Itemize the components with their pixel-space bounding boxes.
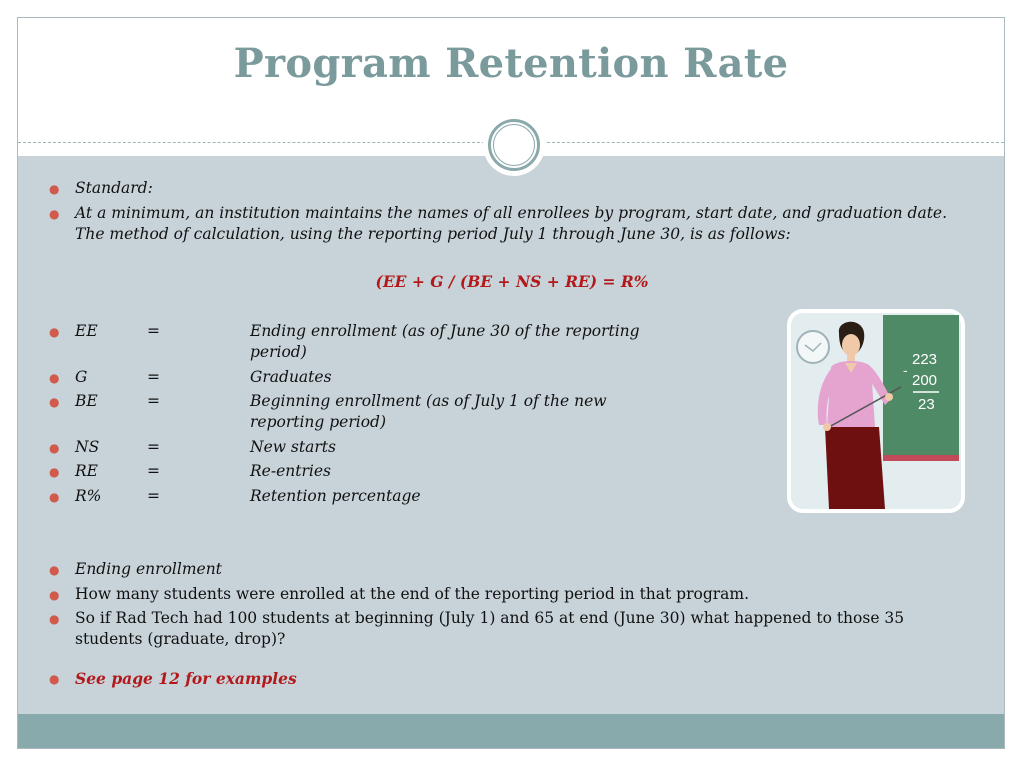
definition-item (49, 321, 675, 363)
definition-abbr: R% (75, 486, 102, 505)
svg-text:200: 200 (912, 372, 938, 389)
definition-equals: = (147, 367, 160, 386)
bullet-icon: ● (49, 325, 60, 339)
definition-meaning: New starts (250, 437, 336, 456)
definition-meaning: Retention percentage (250, 486, 421, 505)
definition-equals: = (147, 322, 160, 340)
definition-item (49, 486, 675, 507)
intro-item: ● Standard: (75, 178, 975, 199)
definitions-list (49, 321, 675, 510)
see-page-note: See page 12 for examples (75, 669, 297, 688)
svg-text:23: 23 (918, 396, 935, 413)
definition-item (49, 461, 675, 482)
bullet-icon: ● (49, 207, 60, 221)
definition-item (49, 437, 675, 458)
definition-abbr: BE (75, 392, 98, 410)
intro-item: ● At a minimum, an institution maintains the names of all enrollees by program, start date, and graduation date. The method of calculation, using the reporting period July 1 through June 30, is as follows: (49, 204, 948, 243)
definition-item (49, 391, 675, 433)
slide (17, 17, 1005, 749)
note-item: ● How many students were enrolled at the end of the reporting period in that program. (75, 584, 975, 605)
teacher-at-chalkboard-icon (787, 309, 965, 513)
slide-footer-bar (18, 714, 1004, 748)
bullet-icon: ● (49, 489, 60, 504)
intro-list (49, 178, 975, 249)
definition-abbr: G (75, 367, 88, 386)
retention-formula: (EE + G / (BE + NS + RE) = R% (375, 272, 649, 291)
definition-item (49, 367, 675, 388)
definition-meaning: Graduates (250, 367, 332, 386)
bullet-icon: ● (49, 370, 60, 385)
definition-meaning: Re-entries (250, 462, 331, 480)
definition-abbr: RE (75, 462, 98, 480)
bullet-icon: ● (49, 672, 60, 686)
bullet-icon: ● (49, 587, 60, 602)
bullet-icon: ● (49, 563, 60, 577)
definition-abbr: EE (75, 322, 98, 340)
notes-list (49, 559, 975, 694)
definition-abbr: NS (75, 437, 100, 456)
definition-equals: = (147, 486, 160, 505)
definition-equals: = (147, 462, 160, 480)
bullet-icon: ● (49, 440, 60, 455)
bullet-icon: ● (49, 612, 60, 626)
svg-text:223: 223 (912, 351, 938, 368)
bullet-icon: ● (49, 395, 60, 409)
slide-title: Program Retention Rate (233, 40, 789, 87)
svg-text:-: - (903, 362, 908, 378)
definition-equals: = (147, 437, 160, 456)
note-item (49, 668, 975, 690)
bullet-icon: ● (49, 465, 60, 479)
note-item: ● Ending enrollment (75, 559, 975, 580)
definition-equals: = (147, 392, 160, 410)
definition-meaning: Ending enrollment (as of June 30 of the reporting period) (250, 322, 640, 361)
note-item: ● So if Rad Tech had 100 students at beginning (July 1) and 65 at end (June 30) what happened to those 35 students (graduate, drop)? (49, 609, 905, 648)
bullet-icon: ● (49, 182, 60, 196)
divider-medallion-icon (483, 114, 545, 176)
definition-meaning: Beginning enrollment (as of July 1 of the new reporting period) (250, 392, 607, 431)
